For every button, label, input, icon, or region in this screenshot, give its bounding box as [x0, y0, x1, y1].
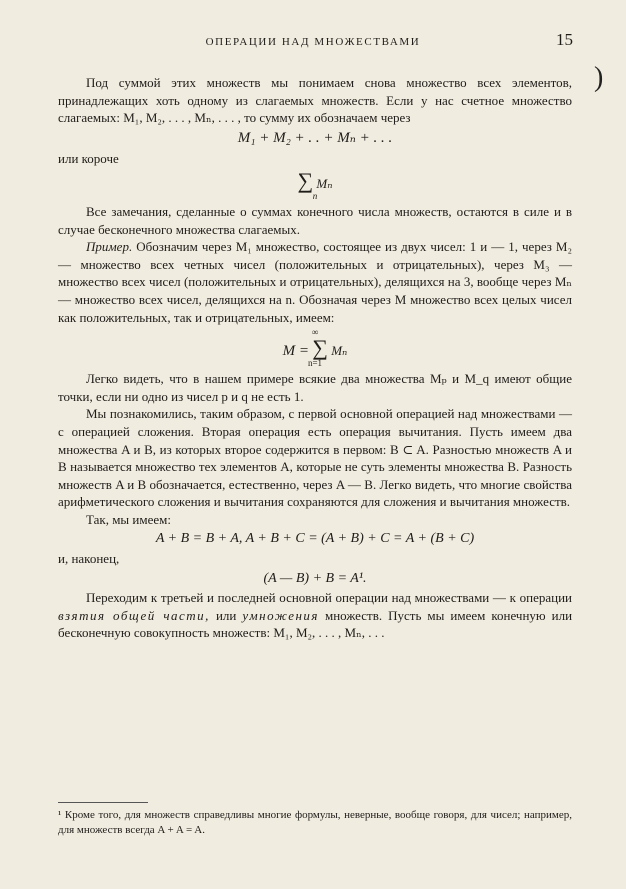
paragraph-example	[58, 238, 572, 326]
footnote-rule	[58, 802, 148, 803]
formula-sigma-sum	[58, 167, 572, 201]
intersection-start: Переходим к третьей и последней основной операции над множествами — к операции	[86, 590, 572, 606]
sigma-term: Mₙ	[316, 175, 333, 191]
margin-mark: )	[594, 62, 604, 93]
union-upper-limit: ∞	[311, 327, 319, 338]
union-lower-limit: n=1	[307, 358, 323, 369]
union-lhs: M =	[282, 343, 310, 360]
paragraph-or-shorter: или короче	[58, 151, 119, 167]
paragraph-remarks: Все замечания, сделанные о суммах конечного числа множеств, остаются в силе и в случае бесконечного множества слагаемых.	[58, 203, 572, 237]
term-common-part: взятия общей части,	[58, 607, 210, 623]
union-sigma: ∑	[312, 335, 328, 361]
term-multiplication: умножения	[242, 607, 319, 623]
footnote: ¹ Кроме того, для множеств справедливы многие формулы, неверные, вообще говоря, для чисел; например, для множеств всегда A + A = A.	[58, 809, 572, 836]
example-text: Обозначим через M₁ множество, состоящее из двух чисел: 1 и — 1, через M₂ — множество всех четных чисел (положительных и отрицательных), через M₃ — множество всех чисел (положительных и отрицательных), делящихся на 3, вообще через Mₙ — множество всех чисел, делящихся на n. Обозначая через M множество всех целых чисел как положительных, так и отрицательных, имеем:	[58, 239, 572, 325]
sigma-lower-limit: n	[312, 190, 318, 201]
word-or: или	[215, 607, 237, 623]
paragraph-intersection	[58, 589, 572, 642]
example-label: Пример.	[86, 239, 133, 255]
paragraph-so-we-have: Так, мы имеем:	[86, 511, 171, 527]
running-title: ОПЕРАЦИИ НАД МНОЖЕСТВАМИ	[205, 36, 421, 48]
formula-commutative: A + B = B + A, A + B + C = (A + B) + C = A + (B + C)	[155, 531, 475, 547]
paragraph-subtraction: Мы познакомились, таким образом, с первой основной операцией над множествами — с операцией сложения. Вторая операция есть операция вычитания. Пусть имеем два множества A и B, из которых второе содержится в первом: B ⊂ A. Разностью множеств A и B называется множество тех элементов A, которые не суть элементы множества B. Разность множеств A и B обозначается, естественно, через A — B. Легко видеть, что многие свойства арифметического сложения и вычитания сохраняются для сложения и вычитания множеств.	[58, 406, 572, 510]
union-term: Mₙ	[331, 343, 348, 359]
page-body	[58, 74, 572, 642]
page-number: 15	[556, 30, 573, 49]
sigma-symbol: ∑	[297, 167, 314, 193]
formula-countable-sum: M₁ + M₂ + . . + Mₙ + . . .	[237, 129, 393, 146]
formula-difference: (A — B) + B = A¹.	[263, 570, 367, 586]
paragraph-sum-definition: Под суммой этих множеств мы понимаем снова множество всех элементов, принадлежащих хоть одному из слагаемых множеств. Если у нас счетное множество слагаемых: M₁, M₂, . . . , Mₙ, . . . , то сумму их обозначаем через	[58, 75, 572, 126]
intersection-end: множеств. Пусть мы имеем конечную или бесконечную совокупность множеств: M₁, M₂, . . . , Mₙ, . . .	[58, 607, 573, 641]
paragraph-common-points: Легко видеть, что в нашем примере всякие два множества Mₚ и M_q имеют общие точки, если ни одно из чисел p и q не есть 1.	[58, 371, 572, 404]
paragraph-finally: и, наконец,	[58, 551, 120, 567]
formula-union	[58, 328, 572, 368]
